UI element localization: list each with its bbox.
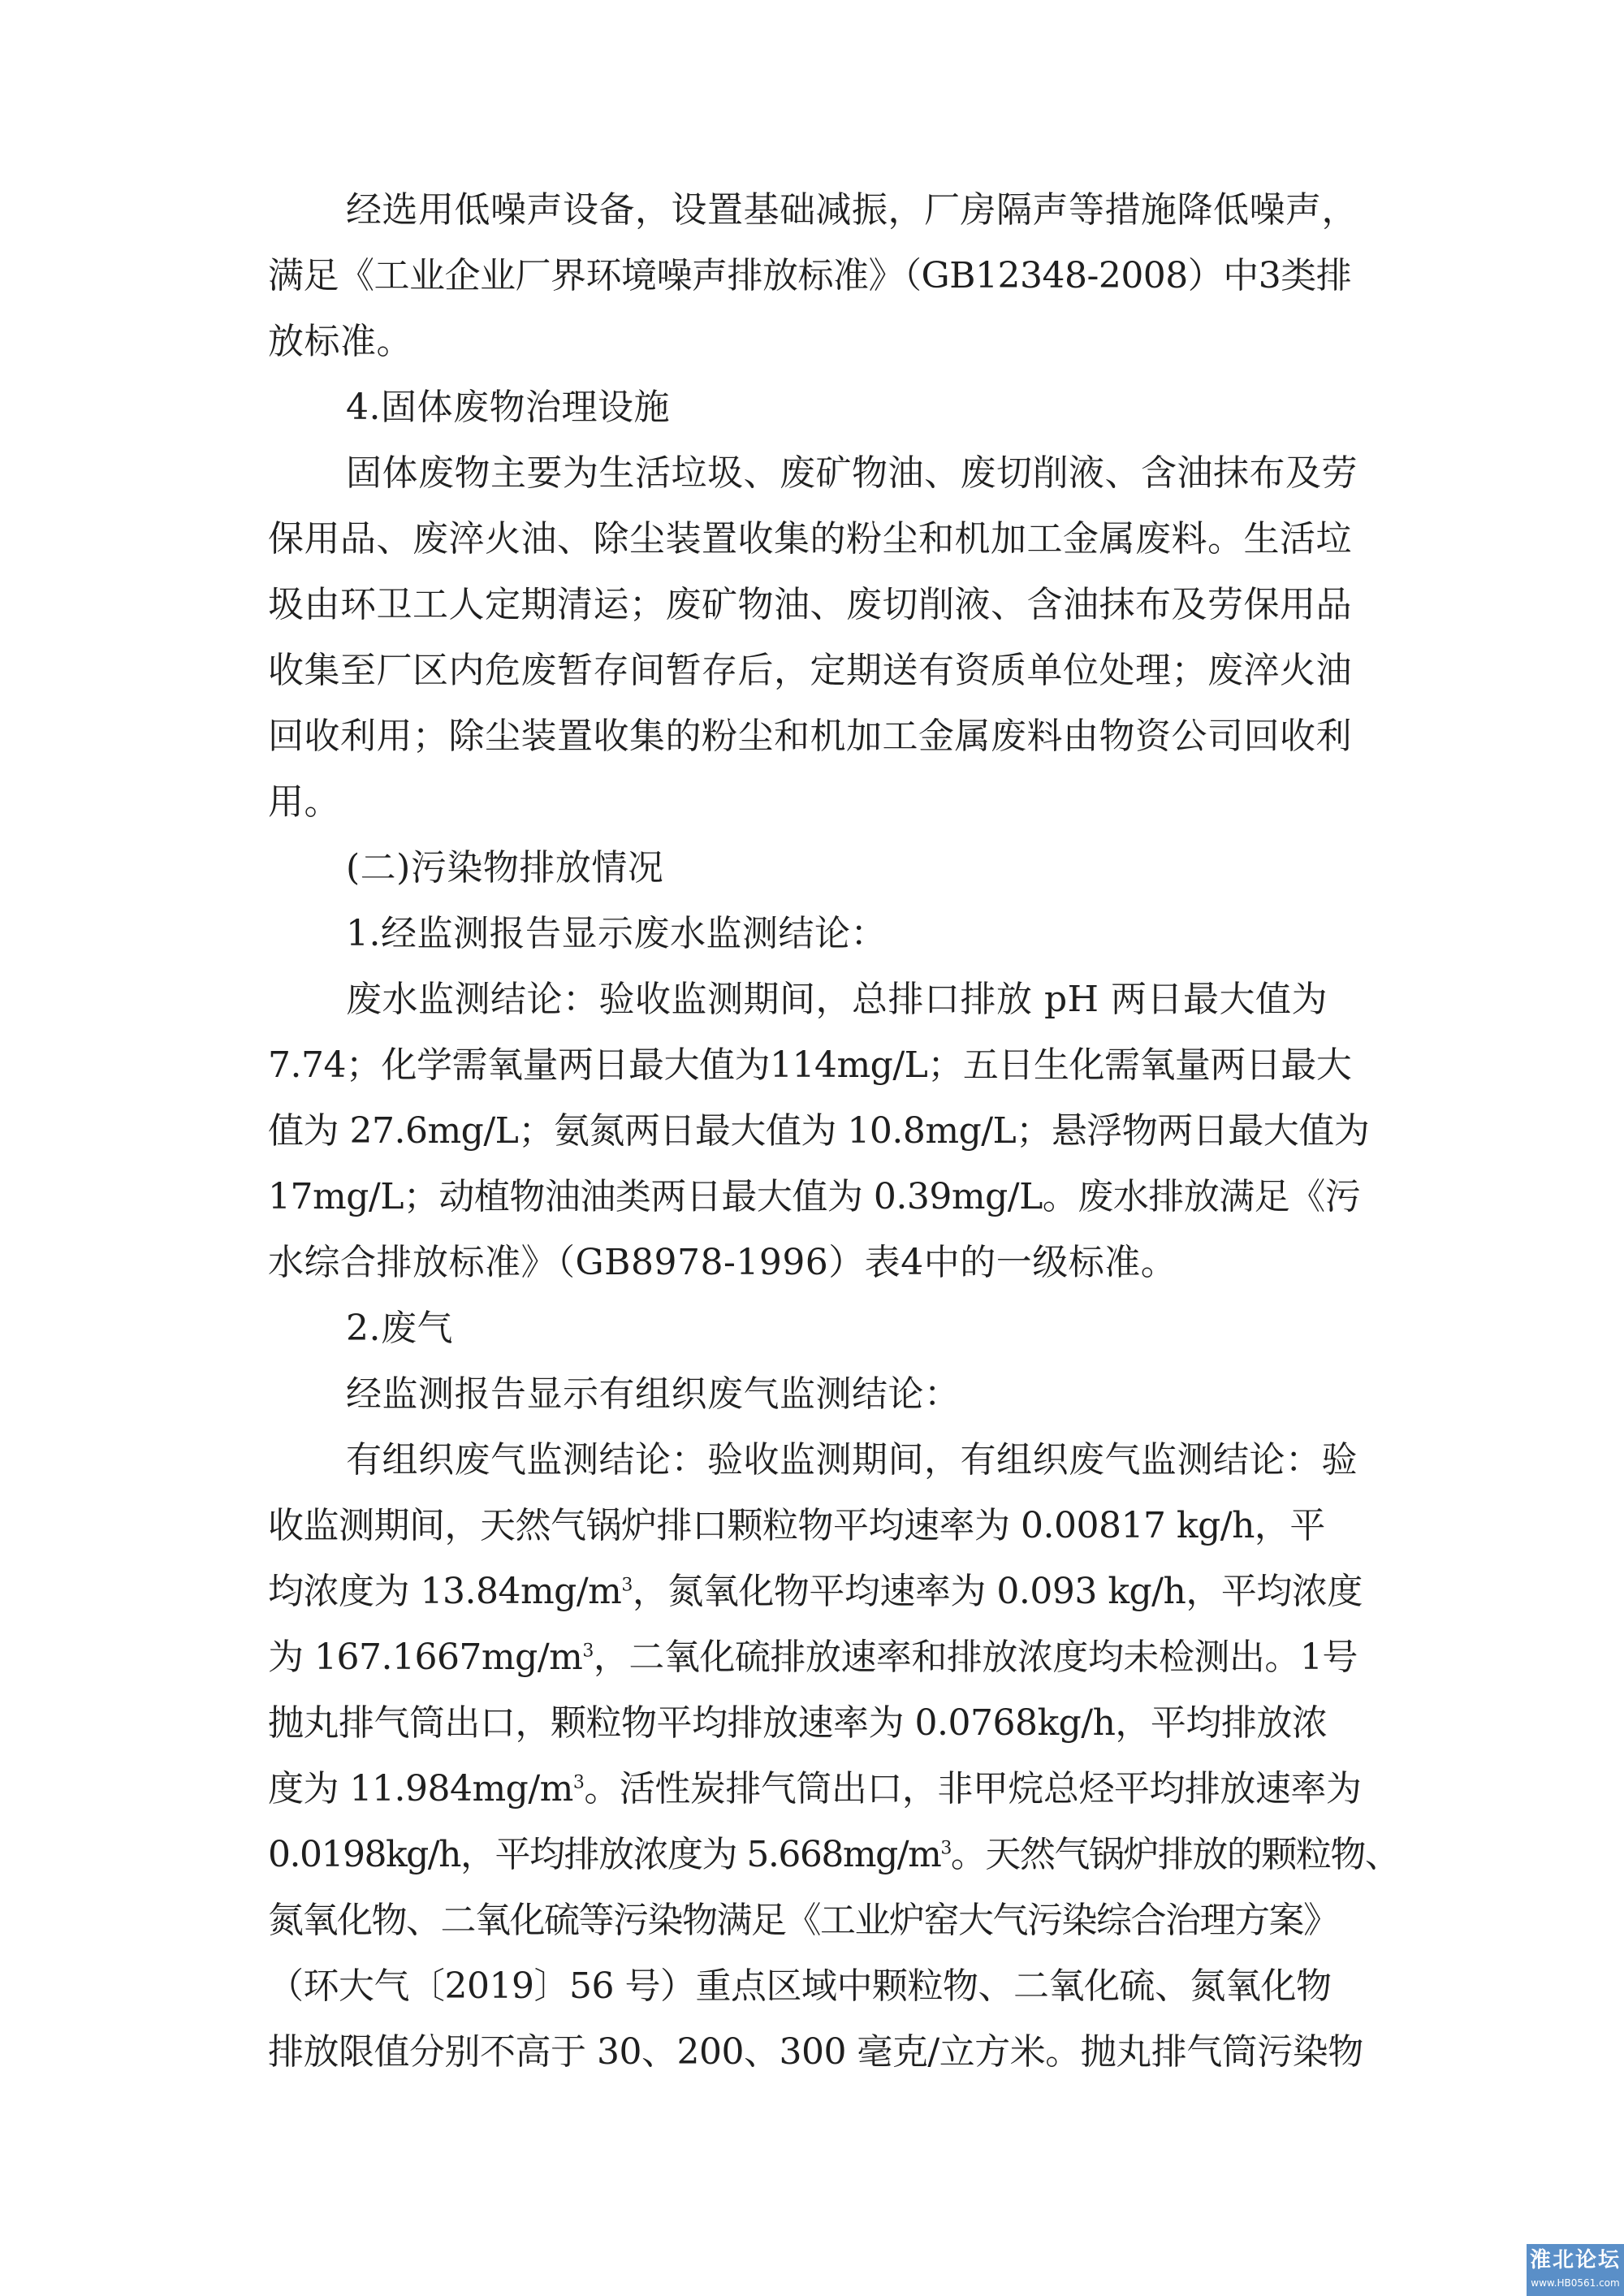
text-segment: 均浓度为 13.84mg/m [268, 1571, 622, 1612]
text-line: 固体废物主要为生活垃圾、废矿物油、废切削液、含油抹布及劳 [346, 452, 1358, 494]
section-heading: 1.经监测报告显示废水监测结论： [346, 913, 887, 954]
text-line: 水综合排放标准》（GB8978-1996）表4中的一级标准。 [268, 1242, 1177, 1283]
text-line: 17mg/L；动植物油油类两日最大值为 0.39mg/L。废水排放满足《污 [268, 1176, 1361, 1217]
text-line [268, 1822, 1400, 1887]
section-heading: 4.固体废物治理设施 [346, 387, 670, 428]
text-segment: 0.0198kg/h，平均排放浓度为 5.668mg/m [268, 1834, 941, 1875]
text-line: 经选用低噪声设备，设置基础减振，厂房隔声等措施降低噪声， [346, 189, 1358, 231]
watermark-title: 淮北论坛 [1529, 2248, 1621, 2272]
text-segment: 。天然气锅炉排放的颗粒物、 [950, 1834, 1400, 1875]
text-line: 废水监测结论：验收监测期间，总排口排放 pH 两日最大值为 [346, 979, 1328, 1020]
text-line: （环大气〔2019〕56 号）重点区域中颗粒物、二氧化硫、氮氧化物 [268, 1965, 1332, 2007]
superscript: 3 [572, 1772, 585, 1793]
text-line [268, 1624, 1397, 1690]
text-line: 保用品、废淬火油、除尘装置收集的粉尘和机加工金属废料。生活垃 [268, 518, 1352, 560]
text-line: 圾由环卫工人定期清运；废矿物油、废切削液、含油抹布及劳保用品 [268, 584, 1352, 625]
text-line: 放标准。 [268, 321, 412, 362]
superscript: 3 [621, 1575, 633, 1596]
text-line: 用。 [268, 781, 340, 823]
document-page [268, 177, 1400, 2085]
section-heading: (二)污染物排放情况 [346, 847, 664, 889]
watermark-logo [1527, 2244, 1624, 2296]
text-segment: ，氮氧化物平均速率为 0.093 kg/h，平均浓度 [632, 1571, 1363, 1612]
section-heading: 2.废气 [346, 1308, 453, 1349]
superscript: 3 [582, 1641, 594, 1662]
text-line: 氮氧化物、二氧化硫等污染物满足《工业炉窑大气污染综合治理方案》 [268, 1900, 1338, 1941]
text-line: 经监测报告显示有组织废气监测结论： [346, 1373, 961, 1415]
text-segment: 为 167.1667mg/m [268, 1637, 583, 1678]
text-line: 回收利用；除尘装置收集的粉尘和机加工金属废料由物资公司回收利 [268, 716, 1352, 757]
text-line [268, 1559, 1397, 1624]
text-line: 收监测期间，天然气锅炉排口颗粒物平均速率为 0.00817 kg/h，平 [268, 1505, 1325, 1546]
text-line: 排放限值分别不高于 30、200、300 毫克/立方米。抛丸排气筒污染物 [268, 2031, 1363, 2073]
text-line: 7.74；化学需氧量两日最大值为114mg/L；五日生化需氧量两日最大 [268, 1044, 1352, 1086]
text-segment: 。活性炭排气筒出口，非甲烷总烃平均排放速率为 [584, 1768, 1362, 1810]
text-segment: 度为 11.984mg/m [268, 1768, 573, 1810]
superscript: 3 [940, 1838, 951, 1859]
text-line: 有组织废气监测结论：验收监测期间，有组织废气监测结论：验 [346, 1439, 1358, 1481]
text-line: 满足《工业企业厂界环境噪声排放标准》（GB12348-2008）中3类排 [268, 255, 1352, 296]
text-segment: ，二氧化硫排放速率和排放浓度均未检测出。1号 [593, 1637, 1358, 1678]
watermark-url: www.HB0561.com [1531, 2277, 1620, 2289]
text-line: 抛丸排气筒出口，颗粒物平均排放速率为 0.0768kg/h，平均排放浓 [268, 1702, 1328, 1744]
text-line: 收集至厂区内危废暂存间暂存后，定期送有资质单位处理；废淬火油 [268, 650, 1352, 691]
text-line [268, 1756, 1397, 1822]
text-line: 值为 27.6mg/L；氨氮两日最大值为 10.8mg/L；悬浮物两日最大值为 [268, 1110, 1370, 1152]
